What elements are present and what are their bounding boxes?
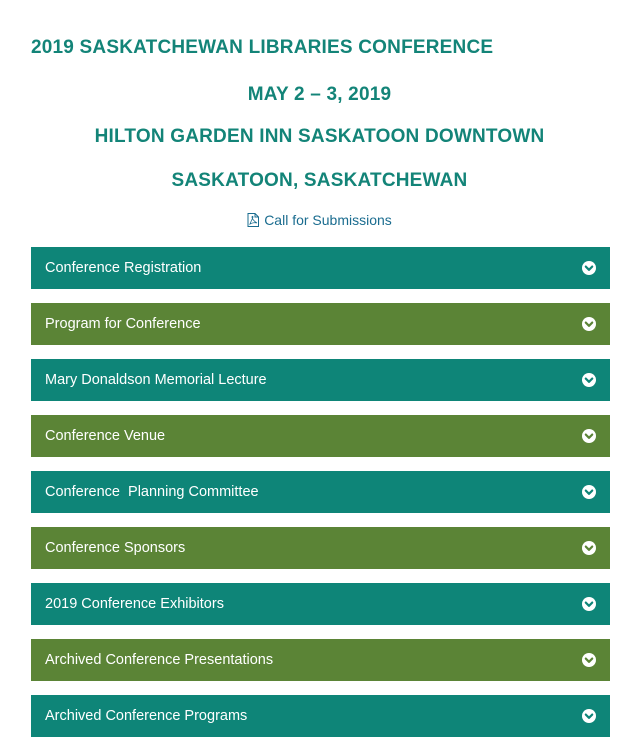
accordion-item-label: Archived Conference Presentations [45, 652, 274, 668]
accordion-item-label: Conference Registration [45, 260, 202, 276]
accordion-item-program-for-conference[interactable] [31, 303, 610, 345]
chevron-down-circle-icon[interactable] [582, 261, 596, 275]
accordion-item-label: Archived Conference Programs [45, 708, 248, 724]
conference-city: SASKATOON, SASKATCHEWAN [171, 170, 468, 191]
conference-dates: MAY 2 – 3, 2019 [247, 84, 392, 105]
accordion-item-conference-sponsors[interactable] [31, 527, 610, 569]
accordion-item-archived-conference-programs[interactable] [31, 695, 610, 737]
accordion-item-conference-planning-committee[interactable] [31, 471, 610, 513]
chevron-down-circle-icon[interactable] [582, 485, 596, 499]
accordion-item-mary-donaldson-memorial-lecture[interactable] [31, 359, 610, 401]
accordion-item-label: 2019 Conference Exhibitors [45, 596, 224, 612]
chevron-down-circle-icon[interactable] [582, 709, 596, 723]
accordion-item-2019-conference-exhibitors[interactable] [31, 583, 610, 625]
call-for-submissions-label: Call for Submissions [264, 212, 392, 228]
conference-venue-heading: HILTON GARDEN INN SASKATOON DOWNTOWN [94, 126, 545, 147]
accordion-item-label: Program for Conference [45, 316, 201, 332]
chevron-down-circle-icon[interactable] [582, 597, 596, 611]
call-for-submissions-link[interactable] [247, 212, 392, 228]
pdf-icon [247, 213, 259, 227]
chevron-down-circle-icon[interactable] [582, 429, 596, 443]
accordion-item-archived-conference-presentations[interactable] [31, 639, 610, 681]
chevron-down-circle-icon[interactable] [582, 373, 596, 387]
accordion-item-label: Mary Donaldson Memorial Lecture [45, 372, 267, 388]
conference-accordion [31, 247, 610, 751]
chevron-down-circle-icon[interactable] [582, 653, 596, 667]
call-for-submissions-row [0, 212, 639, 230]
accordion-item-label: Conference Sponsors [45, 540, 186, 556]
page-title: 2019 SASKATCHEWAN LIBRARIES CONFERENCE [31, 37, 494, 58]
accordion-item-conference-venue[interactable] [31, 415, 610, 457]
accordion-item-label: Conference Planning Committee [45, 484, 259, 500]
accordion-item-conference-registration[interactable] [31, 247, 610, 289]
chevron-down-circle-icon[interactable] [582, 317, 596, 331]
accordion-item-label: Conference Venue [45, 428, 166, 444]
chevron-down-circle-icon[interactable] [582, 541, 596, 555]
